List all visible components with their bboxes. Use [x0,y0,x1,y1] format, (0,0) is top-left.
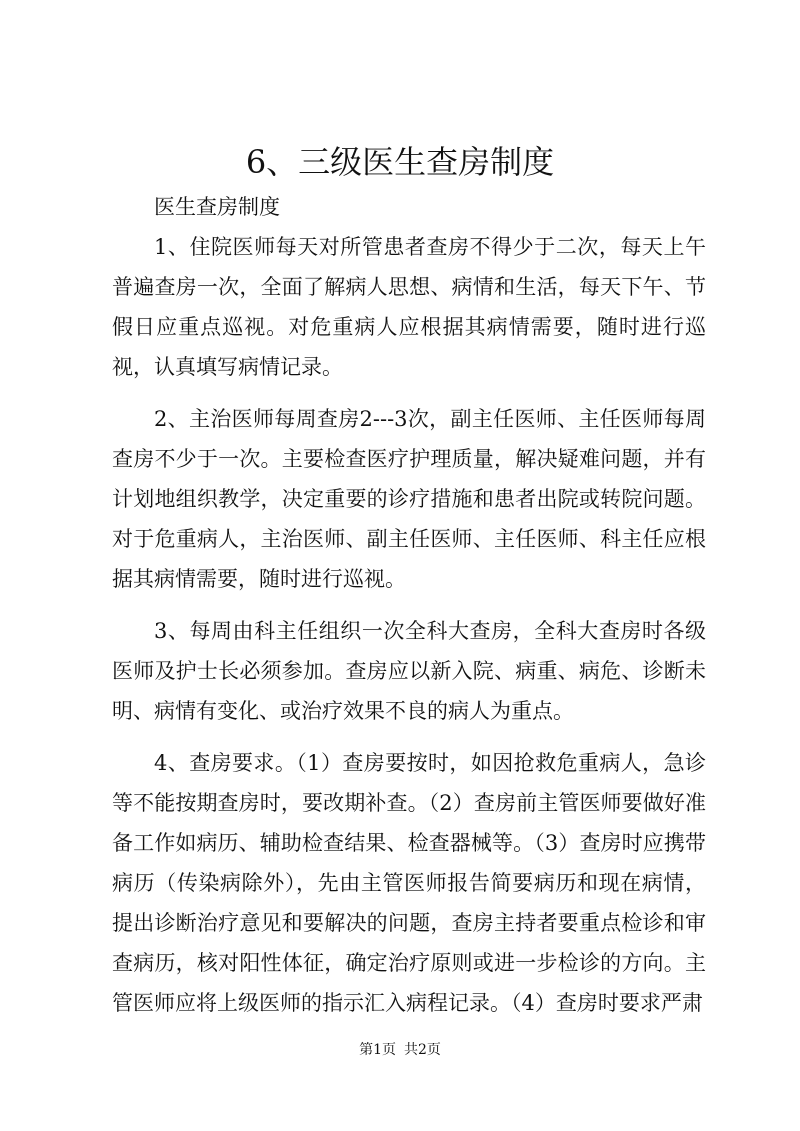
paragraph-3: 3、每周由科主任组织一次全科大查房，全科大查房时各级医师及护士长必须参加。查房应以新入院、病重、病危、诊断未明、病情有变化、或治疗效果不良的病人为重点。 [112,619,706,723]
page-title: 6、三级医生查房制度 [245,143,555,181]
paragraph-1: 1、住院医师每天对所管患者查房不得少于二次，每天上午普遍查房一次，全面了解病人思想、病情和生活，每天下午、节假日应重点巡视。对危重病人应根据其病情需要，随时进行巡视，认真填写病情记录。 [112,235,706,379]
page-total: 共2页 [404,1042,441,1058]
page-footer [0,1040,800,1060]
page-number: 第1页 [359,1042,396,1058]
paragraph-4: 4、查房要求。（1）查房要按时，如因抢救危重病人，急诊等不能按期查房时，要改期补查。（2）查房前主管医师要做好准备工作如病历、辅助检查结果、检查器械等。（3）查房时应携带病历（传染病除外），先由主管医师报告简要病历和现在病情，提出诊断治疗意见和要解决的问题，查房主持者要重点检诊和审查病历，核对阳性体征，确定治疗原则或进一步检诊的方向。主管医师应将上级医师的指示汇入病程记录。（4）查房时要求严肃 [112,751,706,1015]
document-body [112,187,706,1035]
section-subtitle: 医生查房制度 [154,195,280,219]
paragraph-2: 2、主治医师每周查房2---3次，副主任医师、主任医师每周查房不少于一次。主要检查医疗护理质量，解决疑难问题，并有计划地组织教学，决定重要的诊疗措施和患者出院或转院问题。对于危重病人，主治医师、副主任医师、主任医师、科主任应根据其病情需要，随时进行巡视。 [112,407,706,591]
